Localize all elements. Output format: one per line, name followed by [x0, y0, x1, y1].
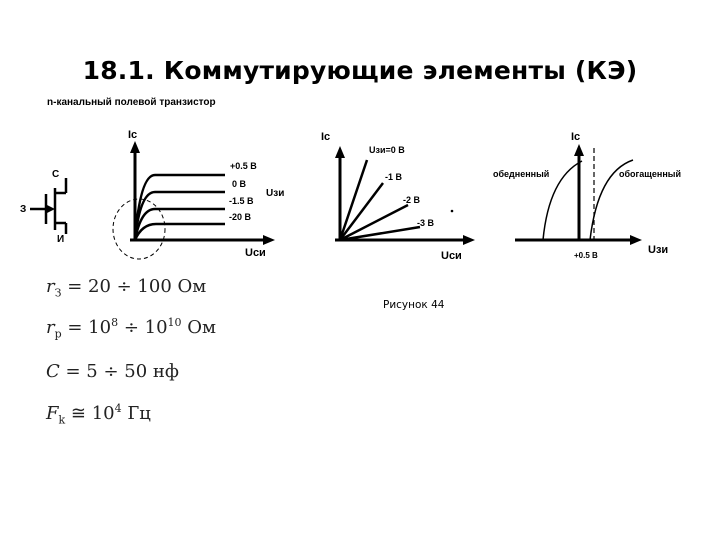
graph1-y-arrow: [130, 141, 140, 153]
threshold-label: +0.5 В: [574, 251, 598, 260]
output-characteristics-graph: [113, 129, 284, 259]
formula-sub-k: k: [58, 413, 66, 427]
formula-rp-exp2: 10: [167, 316, 182, 329]
curve-0: [135, 192, 225, 240]
source-label: И: [57, 234, 65, 245]
line-minus-1v: [340, 183, 383, 240]
formula-fk-pre: ≅ 10: [65, 403, 115, 424]
slide-title: 18.1. Коммутирующие элементы (КЭ): [82, 56, 638, 85]
graph2-x-arrow: [463, 235, 475, 245]
formula-rz-value: = 20 ÷ 100 Ом: [61, 276, 207, 297]
figure-caption: Рисунок 44: [383, 299, 445, 311]
curve-minus-20: [135, 224, 225, 240]
formula-rp-exp1: 8: [111, 316, 119, 329]
graph1-param-label: Uзи: [266, 188, 285, 199]
formula-fk-exp: 4: [114, 402, 122, 415]
graph2-y-arrow: [335, 146, 345, 158]
formula-rp-mid: ÷ 10: [118, 317, 168, 338]
gate-label: З: [20, 204, 27, 215]
curve-label-1: +0.5 В: [230, 161, 257, 171]
graph3-x-label: Uзи: [648, 244, 669, 256]
formula-rp-post: Ом: [181, 317, 217, 338]
formula-fk-post: Гц: [121, 403, 151, 424]
formula-capacitance: [46, 361, 179, 382]
graph2-x-label: Uси: [441, 250, 462, 262]
depletion-label: обедненный: [493, 169, 550, 179]
enhancement-label: обогащенный: [619, 169, 681, 179]
formula-channel-resistance: [46, 316, 216, 341]
graph3-y-label: Ic: [571, 131, 581, 143]
stray-dot: [451, 210, 454, 213]
formula-sub-z: З: [54, 286, 62, 300]
curve-label-2: 0 В: [232, 179, 247, 189]
figure-subtitle: n-канальный полевой транзистор: [47, 97, 216, 108]
transfer-characteristics-graph: [493, 131, 681, 260]
formula-rp-pre: = 10: [61, 317, 112, 338]
line-label-2: -1 В: [385, 172, 403, 182]
curve-label-4: -20 В: [229, 212, 252, 222]
formula-frequency: [46, 402, 151, 427]
curve-plus-0-5: [135, 175, 225, 240]
linear-region-graph: [321, 131, 475, 262]
line-label-1: Uзи=0 В: [369, 145, 405, 155]
formula-var-r: r: [46, 276, 55, 297]
formula-var-r: r: [46, 317, 55, 338]
graph3-y-arrow: [574, 144, 584, 156]
graph2-y-label: Ic: [321, 131, 331, 143]
formula-c-value: = 5 ÷ 50 нф: [59, 361, 179, 382]
formula-var-c: C: [46, 361, 60, 382]
graph1-y-label: Ic: [128, 129, 138, 141]
line-label-4: -3 В: [417, 218, 435, 228]
formula-sub-p: p: [54, 327, 62, 341]
formula-var-f: F: [46, 403, 59, 424]
line-label-3: -2 В: [403, 195, 421, 205]
formula-gate-resistance: [46, 276, 206, 300]
graph3-x-arrow: [630, 235, 642, 245]
curve-label-3: -1.5 В: [229, 196, 254, 206]
graph1-x-arrow: [263, 235, 275, 245]
graph1-x-label: Uси: [245, 247, 266, 259]
drain-label: С: [52, 169, 60, 180]
